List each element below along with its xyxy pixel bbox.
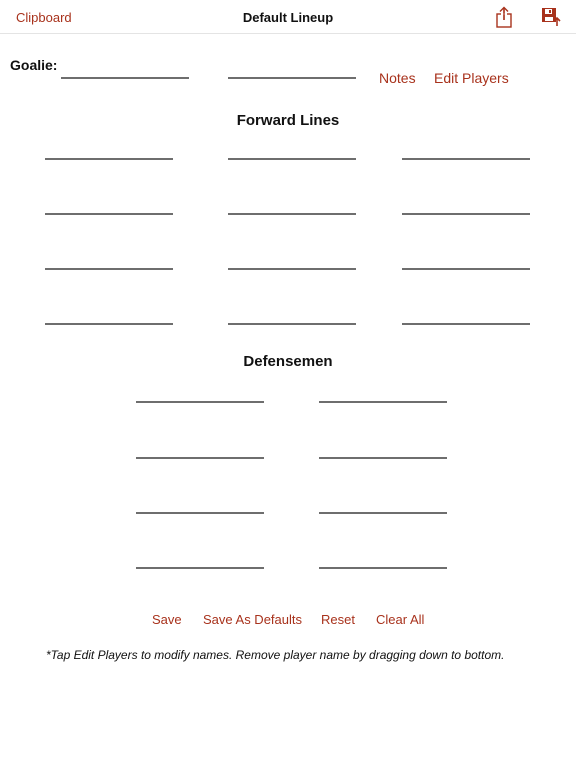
goalie-slot-2[interactable] [228, 77, 356, 79]
clear-all-button[interactable]: Clear All [376, 612, 425, 627]
forward-slot[interactable] [402, 213, 530, 215]
forward-slot[interactable] [228, 158, 356, 160]
defense-slot[interactable] [319, 567, 447, 569]
edit-players-link[interactable]: Edit Players [434, 70, 509, 86]
defense-slot[interactable] [136, 457, 264, 459]
notes-link[interactable]: Notes [379, 70, 416, 86]
defense-slot[interactable] [319, 401, 447, 403]
save-as-defaults-button[interactable]: Save As Defaults [203, 612, 302, 627]
help-text: *Tap Edit Players to modify names. Remove player name by dragging down to bottom. [46, 648, 505, 662]
save-disk-icon[interactable] [540, 6, 562, 28]
action-bar [0, 612, 576, 628]
defense-slot[interactable] [319, 457, 447, 459]
page-title: Default Lineup [242, 10, 334, 25]
forward-slot[interactable] [45, 213, 173, 215]
forward-slot[interactable] [45, 158, 173, 160]
forward-slot[interactable] [402, 158, 530, 160]
forward-slot[interactable] [45, 323, 173, 325]
defensemen-title: Defensemen [243, 353, 333, 370]
defense-slot[interactable] [136, 567, 264, 569]
forward-slot[interactable] [228, 268, 356, 270]
defense-slot[interactable] [136, 512, 264, 514]
save-button[interactable]: Save [152, 612, 182, 627]
share-icon[interactable] [494, 6, 514, 28]
defense-slot[interactable] [319, 512, 447, 514]
forward-lines-title: Forward Lines [236, 112, 340, 129]
forward-slot[interactable] [45, 268, 173, 270]
defense-slot[interactable] [136, 401, 264, 403]
goalie-label: Goalie: [10, 57, 58, 73]
forward-slot[interactable] [228, 213, 356, 215]
forward-slot[interactable] [402, 323, 530, 325]
navigation-bar [0, 0, 576, 34]
clipboard-back-button[interactable]: Clipboard [16, 10, 72, 25]
forward-slot[interactable] [228, 323, 356, 325]
goalie-slot-1[interactable] [61, 77, 189, 79]
forward-slot[interactable] [402, 268, 530, 270]
reset-button[interactable]: Reset [321, 612, 355, 627]
